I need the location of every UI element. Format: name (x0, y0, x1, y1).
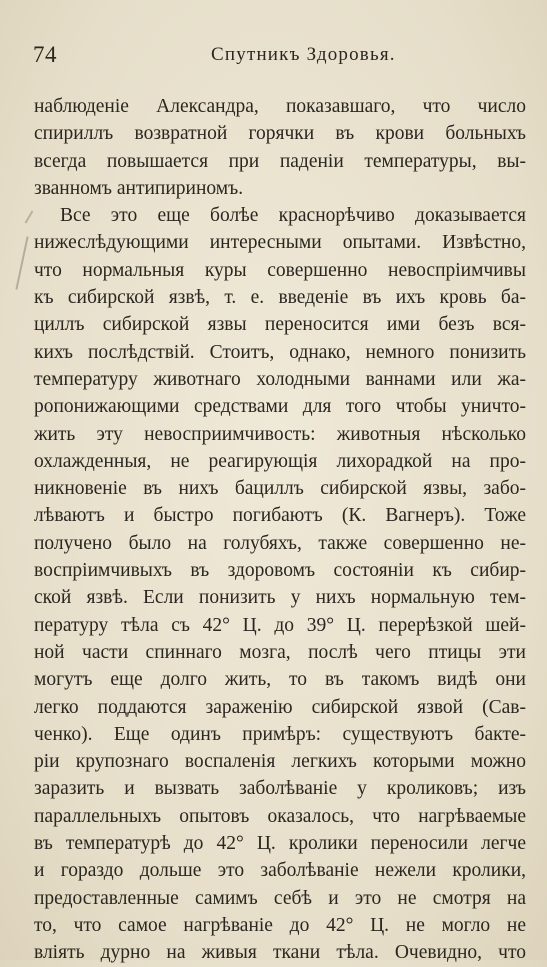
text-line: никновеніе въ нихъ бациллъ сибирской язвы, забо- (34, 478, 526, 500)
text-line: къ сибирской язвѣ, т. е. введеніе въ ихъ кровь ба- (34, 287, 526, 309)
text-line: всегда повышается при паденіи температуры, вы- (34, 150, 526, 172)
text-line: параллельныхъ опытовъ оказалось, что нагрѣваемые (34, 805, 526, 827)
pencil-margin-mark (15, 236, 28, 289)
text-line: кихъ послѣдствій. Стоитъ, однако, немного понизить (34, 341, 526, 363)
text-line: и гораздо дольше это заболѣваніе нежели кролики, (34, 860, 526, 882)
text-line: получено было на голубяхъ, также совершенно не- (34, 532, 526, 554)
text-line: званномъ антипириномъ. (34, 177, 244, 199)
text-line: Все это еще болѣе краснорѣчиво доказывается (60, 205, 526, 227)
page-number: 74 (33, 42, 57, 67)
text-line: жить эту невосприимчивость: животныя нѣсколько (34, 423, 526, 445)
text-line: предоставленные самимъ себѣ и это не смотря на (34, 887, 526, 909)
text-line: нижеслѣдующими интересными опытами. Извѣстно, (34, 232, 526, 254)
text-line: ропонижающими средствами для того чтобы уничто- (34, 396, 526, 418)
text-line: заразить и вызвать заболѣваніе у кроликовъ; изъ (34, 778, 526, 800)
text-line: вліять дурно на живыя ткани тѣла. Очевидно, что (34, 942, 526, 964)
text-line: температуру животнаго холодными ваннами или жа- (34, 368, 526, 390)
text-line: ріи крупознаго воспаленія легкихъ которыми можно (34, 751, 526, 773)
page-header (33, 42, 518, 78)
text-line: воспріимчивыхъ въ здоровомъ состояніи къ сибир- (34, 560, 526, 582)
text-line: ной части спиннаго мозга, послѣ чего птицы эти (34, 641, 526, 663)
text-line: легко поддаются зараженію сибирской язвой (Сав- (34, 696, 526, 718)
text-line: лѣваютъ и быстро погибаютъ (К. Вагнеръ). Тоже (34, 505, 526, 527)
text-line: пературу тѣла съ 42° Ц. до 39° Ц. перерѣзкой шей- (34, 614, 526, 636)
text-line: охлажденныя, не реагирующія лихорадкой на про- (34, 450, 526, 472)
text-line: ченко). Еще одинъ примѣръ: существуютъ бакте- (34, 723, 526, 745)
text-line: наблюденіе Александра, показавшаго, что число (34, 96, 526, 117)
text-line: циллъ сибирской язвы переносится ими безъ вся- (34, 314, 526, 336)
text-line: ской язвѣ. Если понизить у нихъ нормальную тем- (34, 587, 526, 609)
running-title: Спутникъ Здоровья. (211, 44, 396, 65)
text-line: въ температурѣ до 42° Ц. кролики переносили легче (34, 833, 526, 855)
body-text (34, 93, 526, 967)
pencil-tick-mark (25, 210, 34, 223)
text-line: что нормальныя куры совершенно невоспріимчивы (34, 259, 526, 281)
text-line: могутъ еще долго жить, то въ такомъ видѣ они (34, 669, 526, 691)
text-line: то, что самое нагрѣваніе до 42° Ц. не могло не (34, 914, 526, 936)
text-line: спириллъ возвратной горячки въ крови больныхъ (34, 123, 526, 145)
